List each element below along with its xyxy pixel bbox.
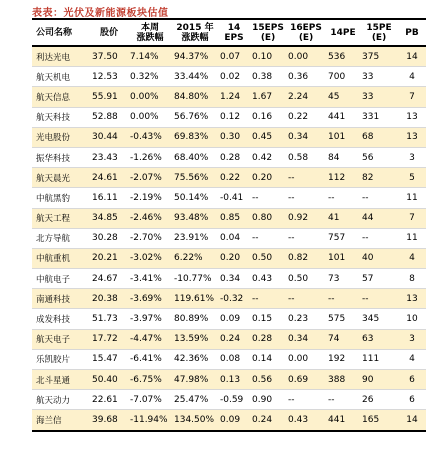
cell-week-change: -6.75% [128,370,172,390]
cell-pb: 7 [398,208,426,228]
cell-week-change: -2.07% [128,168,172,188]
cell-eps14: 1.24 [218,87,250,107]
header-eps15: 15EPS (E) [250,19,286,46]
table-body [32,46,426,431]
cell-price: 15.47 [90,349,128,369]
cell-pe15: 111 [360,349,398,369]
cell-pe14: 757 [326,228,360,248]
cell-eps16: 0.34 [286,329,326,349]
cell-eps15: 0.90 [250,390,286,410]
table-row [32,228,426,248]
cell-year-change: -10.77% [172,269,218,289]
cell-pe14: 101 [326,127,360,147]
cell-pb: 4 [398,248,426,268]
cell-company-name: 北斗星通 [32,370,90,390]
cell-company-name: 航天信息 [32,87,90,107]
cell-week-change: -3.41% [128,269,172,289]
cell-eps14: -0.32 [218,289,250,309]
cell-price: 51.73 [90,309,128,329]
cell-eps14: 0.09 [218,410,250,431]
cell-price: 55.91 [90,87,128,107]
cell-company-name: 航天机电 [32,67,90,87]
cell-week-change: -7.07% [128,390,172,410]
cell-eps16: -- [286,289,326,309]
cell-year-change: 47.98% [172,370,218,390]
cell-price: 23.43 [90,147,128,167]
cell-week-change: 0.00% [128,107,172,127]
header-price: 股价 [90,19,128,46]
cell-year-change: 68.40% [172,147,218,167]
cell-eps15: -- [250,228,286,248]
cell-pb: 11 [398,188,426,208]
cell-pe14: 388 [326,370,360,390]
cell-eps16: 2.24 [286,87,326,107]
table-row [32,370,426,390]
cell-eps16: 0.23 [286,309,326,329]
cell-pb: 3 [398,329,426,349]
cell-eps16: 0.00 [286,46,326,67]
cell-eps14: -0.59 [218,390,250,410]
table-row [32,107,426,127]
cell-eps16: 0.69 [286,370,326,390]
cell-eps16: 0.36 [286,67,326,87]
cell-price: 50.40 [90,370,128,390]
cell-week-change: -2.19% [128,188,172,208]
cell-eps15: 0.16 [250,107,286,127]
cell-pe15: -- [360,228,398,248]
cell-eps16: 0.43 [286,410,326,431]
cell-eps16: 0.34 [286,127,326,147]
cell-pb: 14 [398,46,426,67]
cell-pe15: 33 [360,87,398,107]
cell-eps14: 0.20 [218,248,250,268]
cell-year-change: 93.48% [172,208,218,228]
table-row [32,410,426,431]
cell-year-change: 69.83% [172,127,218,147]
cell-pb: 6 [398,370,426,390]
cell-eps15: 0.14 [250,349,286,369]
header-year-change: 2015 年 涨跌幅 [172,19,218,46]
cell-price: 16.11 [90,188,128,208]
cell-company-name: 北方导航 [32,228,90,248]
cell-eps15: 0.56 [250,370,286,390]
table-row [32,168,426,188]
cell-pe14: 84 [326,147,360,167]
cell-pb: 13 [398,127,426,147]
cell-eps14: 0.28 [218,147,250,167]
cell-year-change: 23.91% [172,228,218,248]
cell-price: 39.68 [90,410,128,431]
cell-price: 12.53 [90,67,128,87]
report-title: 表表：光伏及新能源板块估值 [32,7,169,19]
cell-price: 20.38 [90,289,128,309]
header-pe14: 14PE [326,19,360,46]
cell-eps16: 0.58 [286,147,326,167]
cell-year-change: 50.14% [172,188,218,208]
cell-pe15: 33 [360,67,398,87]
report-title-bar [32,4,169,18]
cell-pb: 6 [398,390,426,410]
cell-pe15: 68 [360,127,398,147]
table-row [32,208,426,228]
cell-week-change: -1.26% [128,147,172,167]
cell-eps15: 0.24 [250,410,286,431]
cell-eps15: 0.20 [250,168,286,188]
cell-pb: 14 [398,410,426,431]
cell-eps14: 0.13 [218,370,250,390]
cell-company-name: 航天科技 [32,107,90,127]
header-eps16: 16EPS (E) [286,19,326,46]
cell-price: 52.88 [90,107,128,127]
cell-price: 22.61 [90,390,128,410]
cell-price: 24.61 [90,168,128,188]
cell-company-name: 南通科技 [32,289,90,309]
table-row [32,248,426,268]
cell-pe15: 56 [360,147,398,167]
header-eps14: 14 EPS [218,19,250,46]
cell-price: 17.72 [90,329,128,349]
cell-price: 34.85 [90,208,128,228]
cell-week-change: -4.47% [128,329,172,349]
cell-eps14: 0.24 [218,329,250,349]
header-pb: PB [398,19,426,46]
cell-year-change: 119.61% [172,289,218,309]
cell-week-change: -2.70% [128,228,172,248]
cell-eps15: 0.43 [250,269,286,289]
cell-company-name: 航天动力 [32,390,90,410]
cell-eps14: 0.85 [218,208,250,228]
cell-year-change: 25.47% [172,390,218,410]
cell-eps16: 0.82 [286,248,326,268]
header-week-change: 本周 涨跌幅 [128,19,172,46]
cell-pb: 10 [398,309,426,329]
table-row [32,147,426,167]
cell-pe14: 41 [326,208,360,228]
cell-pe14: 700 [326,67,360,87]
cell-year-change: 94.37% [172,46,218,67]
cell-pe15: 82 [360,168,398,188]
cell-week-change: -3.69% [128,289,172,309]
cell-company-name: 中航重机 [32,248,90,268]
cell-eps15: 0.38 [250,67,286,87]
table-row [32,87,426,107]
cell-pe14: -- [326,188,360,208]
cell-company-name: 光电股份 [32,127,90,147]
cell-pe14: 575 [326,309,360,329]
cell-company-name: 中航黑豹 [32,188,90,208]
cell-company-name: 利达光电 [32,46,90,67]
cell-company-name: 中航电子 [32,269,90,289]
cell-pe14: 441 [326,410,360,431]
cell-price: 37.50 [90,46,128,67]
cell-company-name: 航天电子 [32,329,90,349]
table-row [32,289,426,309]
cell-pe15: 375 [360,46,398,67]
header-pe15: 15PE (E) [360,19,398,46]
cell-week-change: 0.32% [128,67,172,87]
cell-pe15: 44 [360,208,398,228]
cell-pe14: 73 [326,269,360,289]
cell-year-change: 80.89% [172,309,218,329]
cell-eps15: 0.42 [250,147,286,167]
cell-pe14: 536 [326,46,360,67]
cell-eps16: -- [286,168,326,188]
cell-company-name: 成发科技 [32,309,90,329]
cell-week-change: -3.97% [128,309,172,329]
cell-pe15: -- [360,188,398,208]
cell-eps14: 0.12 [218,107,250,127]
cell-pe15: 345 [360,309,398,329]
table-row [32,329,426,349]
cell-pe15: 26 [360,390,398,410]
cell-eps15: -- [250,289,286,309]
cell-pb: 13 [398,107,426,127]
cell-pe14: 112 [326,168,360,188]
table-row [32,67,426,87]
table-row [32,127,426,147]
cell-pe14: 192 [326,349,360,369]
cell-pe15: 165 [360,410,398,431]
cell-pe14: 441 [326,107,360,127]
cell-eps16: -- [286,228,326,248]
cell-eps14: 0.30 [218,127,250,147]
cell-price: 24.67 [90,269,128,289]
cell-eps14: 0.04 [218,228,250,248]
cell-pb: 4 [398,349,426,369]
cell-eps16: -- [286,188,326,208]
cell-eps15: 0.45 [250,127,286,147]
cell-year-change: 42.36% [172,349,218,369]
cell-eps15: 0.10 [250,46,286,67]
cell-price: 30.44 [90,127,128,147]
cell-week-change: -3.02% [128,248,172,268]
header-company: 公司名称 [32,19,90,46]
cell-pb: 3 [398,147,426,167]
cell-pb: 8 [398,269,426,289]
cell-year-change: 84.80% [172,87,218,107]
cell-week-change: 7.14% [128,46,172,67]
cell-eps14: 0.09 [218,309,250,329]
cell-eps14: 0.02 [218,67,250,87]
cell-year-change: 75.56% [172,168,218,188]
cell-pb: 13 [398,289,426,309]
cell-pe15: -- [360,289,398,309]
table-row [32,46,426,67]
valuation-table [32,18,426,432]
cell-pe14: -- [326,390,360,410]
cell-year-change: 56.76% [172,107,218,127]
cell-pe14: 74 [326,329,360,349]
cell-week-change: 0.00% [128,87,172,107]
cell-pe15: 63 [360,329,398,349]
cell-eps15: 0.50 [250,248,286,268]
cell-company-name: 乐凯胶片 [32,349,90,369]
table-row [32,309,426,329]
table-header-row [32,19,426,46]
table-row [32,349,426,369]
cell-pb: 4 [398,67,426,87]
cell-pe15: 40 [360,248,398,268]
cell-week-change: -2.46% [128,208,172,228]
table-row [32,188,426,208]
cell-pe14: 45 [326,87,360,107]
cell-pe14: -- [326,289,360,309]
cell-eps16: 0.22 [286,107,326,127]
cell-year-change: 13.59% [172,329,218,349]
cell-pe15: 57 [360,269,398,289]
cell-pb: 5 [398,168,426,188]
cell-company-name: 海兰信 [32,410,90,431]
table-row [32,269,426,289]
cell-eps14: 0.22 [218,168,250,188]
cell-year-change: 134.50% [172,410,218,431]
cell-eps14: 0.08 [218,349,250,369]
cell-eps15: 0.80 [250,208,286,228]
cell-eps14: 0.34 [218,269,250,289]
cell-eps15: 0.15 [250,309,286,329]
cell-pe15: 331 [360,107,398,127]
cell-pb: 11 [398,228,426,248]
cell-eps15: 1.67 [250,87,286,107]
cell-price: 20.21 [90,248,128,268]
cell-week-change: -6.41% [128,349,172,369]
cell-pe14: 101 [326,248,360,268]
cell-eps14: -0.41 [218,188,250,208]
cell-company-name: 振华科技 [32,147,90,167]
cell-eps14: 0.07 [218,46,250,67]
cell-week-change: -0.43% [128,127,172,147]
cell-company-name: 航天工程 [32,208,90,228]
cell-pb: 7 [398,87,426,107]
cell-price: 30.28 [90,228,128,248]
cell-eps16: -- [286,390,326,410]
cell-pe15: 90 [360,370,398,390]
cell-company-name: 航天晨光 [32,168,90,188]
cell-eps15: 0.28 [250,329,286,349]
cell-year-change: 33.44% [172,67,218,87]
table-row [32,390,426,410]
cell-eps16: 0.50 [286,269,326,289]
cell-eps15: -- [250,188,286,208]
cell-eps16: 0.00 [286,349,326,369]
cell-eps16: 0.92 [286,208,326,228]
cell-year-change: 6.22% [172,248,218,268]
cell-week-change: -11.94% [128,410,172,431]
